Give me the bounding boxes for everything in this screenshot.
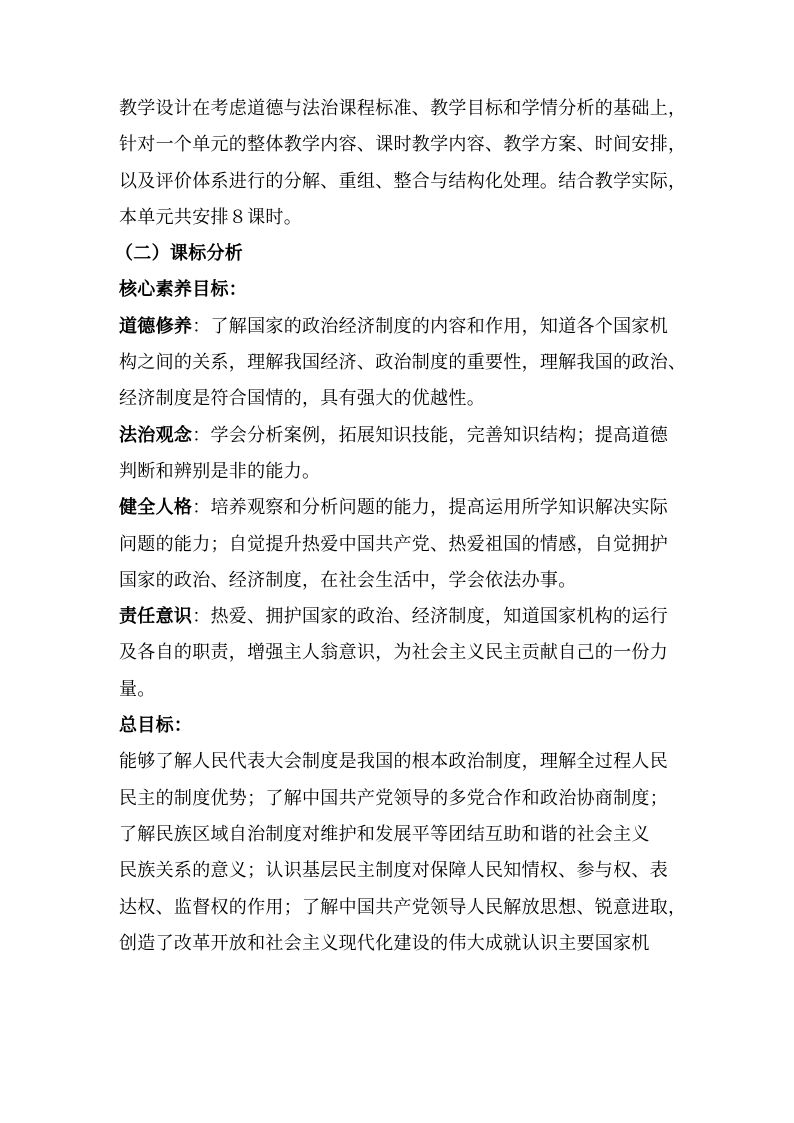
personality-line-1 xyxy=(119,490,694,526)
section-title: （二）课标分析 xyxy=(115,243,244,265)
intro-line-4: 本单元共安排８课时。 xyxy=(119,206,302,228)
overall-title: 总目标： xyxy=(119,715,193,737)
responsibility-text-1: ：热爱、拥护国家的政治、经济制度，知道国家机构的运行 xyxy=(192,606,669,628)
core-title: 核心素养目标： xyxy=(119,279,248,301)
law-line-1 xyxy=(119,418,694,454)
personality-line-2: 问题的能力；自觉提升热爱中国共产党、热爱祖国的情感，自觉拥护 xyxy=(119,533,668,555)
responsibility-line-1 xyxy=(119,599,694,635)
responsibility-line-3: 量。 xyxy=(119,678,156,700)
intro-line-1: 教学设计在考虑道德与法治课程标准、教学目标和学情分析的基础上， xyxy=(119,98,687,119)
responsibility-label: 责任意识 xyxy=(119,606,193,628)
personality-label: 健全人格 xyxy=(119,497,193,519)
moral-text-1: ：了解国家的政治经济制度的内容和作用，知道各个国家机 xyxy=(192,315,669,337)
overall-line-4: 民族关系的意义；认识基层民主制度对保障人民知情权、参与权、表 xyxy=(119,860,668,882)
law-text-1: ：学会分析案例，拓展知识技能，完善知识结构；提高道德 xyxy=(192,424,669,446)
overall-line-6: 创造了改革开放和社会主义现代化建设的伟大成就认识主要国家机 xyxy=(119,932,650,954)
overall-line-5: 达权、监督权的作用；了解中国共产党领导人民解放思想、锐意进取， xyxy=(119,896,687,918)
law-line-2: 判断和辨别是非的能力。 xyxy=(119,460,321,482)
intro-line-2: 针对一个单元的整体教学内容、课时教学内容、教学方案、时间安排， xyxy=(119,134,687,156)
overall-line-1: 能够了解人民代表大会制度是我国的根本政治制度，理解全过程人民 xyxy=(119,751,668,773)
law-label: 法治观念 xyxy=(119,424,193,446)
moral-line-2: 构之间的关系，理解我国经济、政治制度的重要性，理解我国的政治、 xyxy=(119,352,687,374)
moral-line-1 xyxy=(119,309,694,345)
overall-line-2: 民主的制度优势；了解中国共产党领导的多党合作和政治协商制度； xyxy=(119,787,668,809)
responsibility-line-2: 及各自的职责，增强主人翁意识，为社会主义民主贡献自己的一份力 xyxy=(119,642,668,664)
overall-line-3: 了解民族区域自治制度对维护和发展平等团结互助和谐的社会主义 xyxy=(119,823,650,845)
personality-line-3: 国家的政治、经济制度，在社会生活中，学会依法办事。 xyxy=(119,569,577,591)
moral-label: 道德修养 xyxy=(119,315,193,337)
personality-text-1: ：培养观察和分析问题的能力，提高运用所学知识解决实际 xyxy=(192,497,669,519)
document-page xyxy=(115,91,694,962)
intro-line-3: 以及评价体系进行的分解、重组、整合与结构化处理。结合教学实际， xyxy=(119,170,687,192)
moral-line-3: 经济制度是符合国情的，具有强大的优越性。 xyxy=(119,388,485,410)
